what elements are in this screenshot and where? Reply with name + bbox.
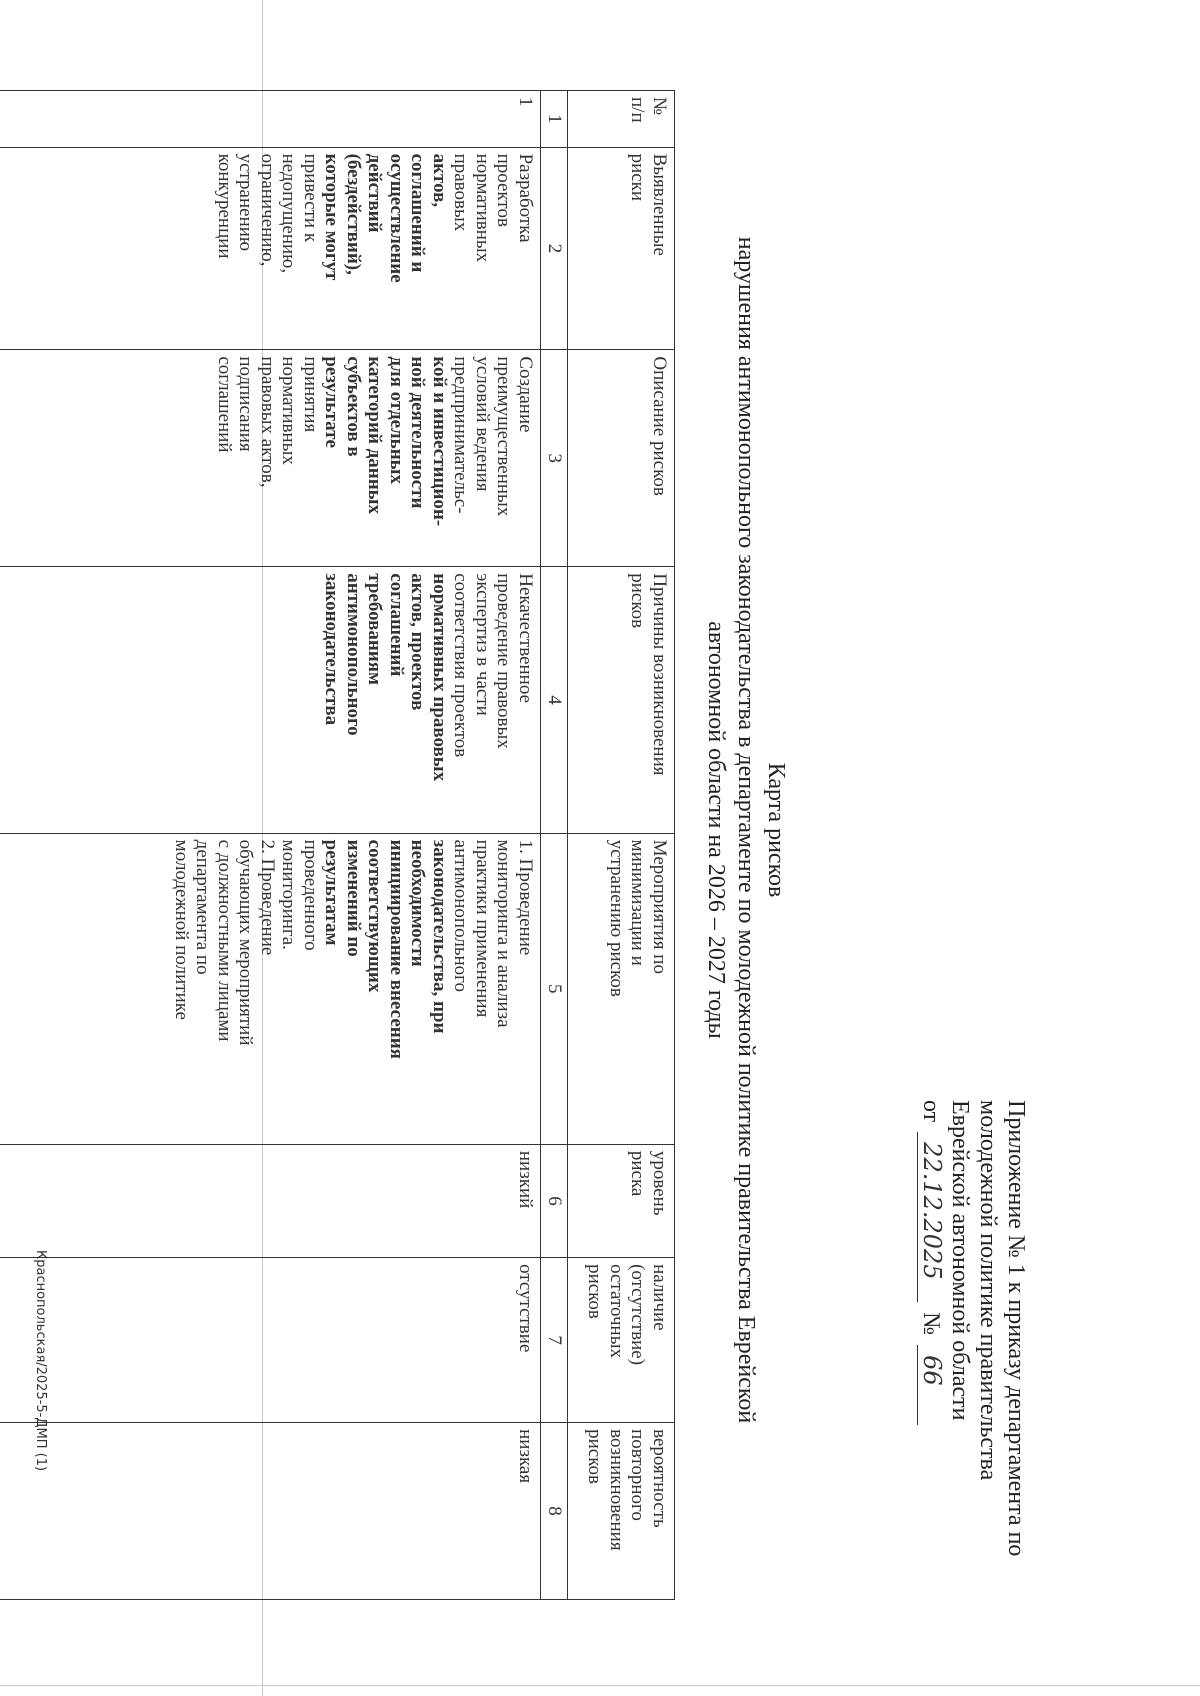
column-number: 2 [541, 147, 568, 350]
cell-line: молодежной политике [171, 839, 192, 1020]
cell-line: ограничению, [257, 153, 278, 267]
column-header [568, 1258, 675, 1423]
column-number: 3 [541, 350, 568, 567]
cell-line: условий ведения [472, 356, 493, 492]
cell-line: антимонопольного [450, 839, 472, 992]
column-header-line: повторного [627, 1429, 649, 1521]
column-header-line: рисков [627, 573, 649, 629]
column-header-line: уровень [649, 1150, 670, 1216]
cell-line: нормативных правовых [429, 573, 450, 782]
column-header-line: Описание рисков [649, 356, 670, 496]
cell-line: мониторинга и анализа [493, 839, 515, 1028]
column-number: 7 [541, 1258, 568, 1423]
residual-risk-cell: отсутствие [0, 1258, 541, 1423]
cell-line: соглашений [386, 573, 407, 677]
cell-line: правовых [450, 153, 472, 232]
cell-line: актов, [429, 153, 450, 208]
document-footer: Краснопольская/2025-5-ДМП (1) [33, 1250, 48, 1472]
column-number: 4 [541, 567, 568, 833]
column-header-line: возникновения [606, 1429, 627, 1551]
cell-line: актов, проектов [407, 573, 429, 711]
column-number-row [541, 91, 568, 1600]
cell-line: требованиям [364, 573, 386, 685]
column-header-line: (отсутствие) [627, 1264, 649, 1366]
cell-line: конкуренции [214, 153, 235, 259]
cell-line: проектов [493, 153, 515, 227]
column-header-line: Выявленные [649, 153, 670, 256]
column-header [568, 833, 675, 1144]
cell-line: Создание [515, 356, 536, 433]
document-subtitle-line-2: автономной области на 2026 – 2027 годы [703, 621, 729, 1039]
date-prefix: от [918, 1100, 944, 1123]
cell-line: осуществление [386, 153, 407, 283]
cell-line: принятия [300, 356, 321, 433]
number-prefix: № [918, 1312, 944, 1336]
column-header [568, 350, 675, 567]
cell-line: департамента по [192, 839, 214, 975]
column-header-line: наличие [649, 1264, 670, 1331]
cell-line: мониторинга. [278, 839, 300, 950]
cell-line: действий [364, 153, 386, 233]
cell-line: проведенного [300, 839, 321, 951]
column-number: 5 [541, 833, 568, 1144]
column-number: 6 [541, 1144, 568, 1257]
cell-line: соответствующих [364, 839, 386, 993]
handwritten-number: 66 [917, 1345, 946, 1425]
appendix-line-2: молодежной политике правительства [975, 1100, 1001, 1481]
cell-line: предпринимательс- [450, 356, 472, 514]
cell-line: устранению [235, 153, 257, 252]
cell-line: Некачественное [515, 573, 536, 704]
column-header [568, 1144, 675, 1257]
column-header-line: вероятность [649, 1429, 670, 1528]
column-header-line: рисков [584, 1429, 606, 1484]
column-header [568, 567, 675, 833]
cell-line: изменений по [343, 839, 364, 957]
cell-line: необходимости [407, 839, 429, 967]
cell-line: соглашений [214, 356, 235, 453]
appendix-block [917, 1100, 1030, 1620]
causes-cell [0, 567, 541, 833]
cell-line: результатам [321, 839, 343, 946]
column-header-line: рисков [584, 1264, 606, 1319]
cell-line: соглашений и [407, 153, 429, 273]
column-number: 8 [541, 1423, 568, 1600]
column-header-line: риски [627, 153, 649, 202]
cell-line: экспертиз в части [472, 573, 493, 716]
cell-line: правовых актов, [257, 356, 278, 488]
cell-line: кой и инвестицион- [429, 356, 450, 527]
appendix-line-1: Приложение № 1 к приказу департамента по [1003, 1100, 1029, 1557]
cell-line: обучающих мероприятий [235, 839, 257, 1046]
measures-cell [0, 833, 541, 1144]
column-header-line: Причины возникновения [649, 573, 670, 776]
cell-line: для отдельных [386, 356, 407, 485]
cell-line: проведение правовых [493, 573, 515, 749]
cell-line: нормативных [278, 356, 300, 465]
column-header-line: риска [627, 1150, 649, 1197]
risk-cell [0, 147, 541, 350]
cell-line: с должностными лицами [214, 839, 235, 1042]
column-header-line: минимизации и [627, 839, 649, 966]
description-cell [0, 350, 541, 567]
column-header-line: № [649, 97, 670, 116]
appendix-date-line [917, 1100, 946, 1620]
document-title: Карта рисков [763, 762, 789, 898]
column-header [568, 147, 675, 350]
cell-line: нормативных [472, 153, 493, 263]
column-number: 1 [541, 91, 568, 148]
cell-line: законодательства [321, 573, 343, 726]
column-header-line: остаточных [606, 1264, 627, 1358]
column-header [568, 91, 675, 148]
handwritten-date: 22.12.2025 [917, 1132, 946, 1302]
recurrence-probability-cell: низкая [0, 1423, 541, 1600]
cell-line: которые могут [321, 153, 343, 281]
risk-map-table [0, 90, 675, 1600]
cell-line: ной деятельности [407, 356, 429, 509]
cell-line: 1. Проведение [515, 839, 536, 956]
table-header-row [568, 91, 675, 1600]
cell-line: субъектов в [343, 356, 364, 457]
document-subtitle-line-1: нарушения антимонопольного законодательства в департаменте по молодежной политике правительства Еврейской [733, 236, 759, 1424]
risk-level-cell: низкий [0, 1144, 541, 1257]
cell-line: недопущению, [278, 153, 300, 274]
cell-line: (бездействий), [343, 153, 364, 275]
cell-line: преимущественных [493, 356, 515, 517]
cell-line: привести к [300, 153, 321, 243]
cell-line: категорий данных [364, 356, 386, 514]
table-row [0, 91, 541, 1600]
cell-line: антимонопольного [343, 573, 364, 736]
cell-line: подписания [235, 356, 257, 452]
cell-line: соответствия проектов [450, 573, 472, 758]
column-header-line: Мероприятия по [649, 839, 670, 974]
column-header-line: устранению рисков [606, 839, 627, 997]
appendix-line-3: Еврейской автономной области [947, 1100, 973, 1421]
cell-line: 2. Проведение [257, 839, 278, 956]
cell-line: результате [321, 356, 343, 448]
cell-line: Разработка [515, 153, 536, 243]
cell-line: законодательства, при [429, 839, 450, 1034]
column-header-line: п/п [627, 97, 649, 123]
column-header [568, 1423, 675, 1600]
cell-line: практики применения [472, 839, 493, 1018]
row-number-cell: 1 [0, 91, 541, 148]
cell-line: инициирование внесения [386, 839, 407, 1059]
